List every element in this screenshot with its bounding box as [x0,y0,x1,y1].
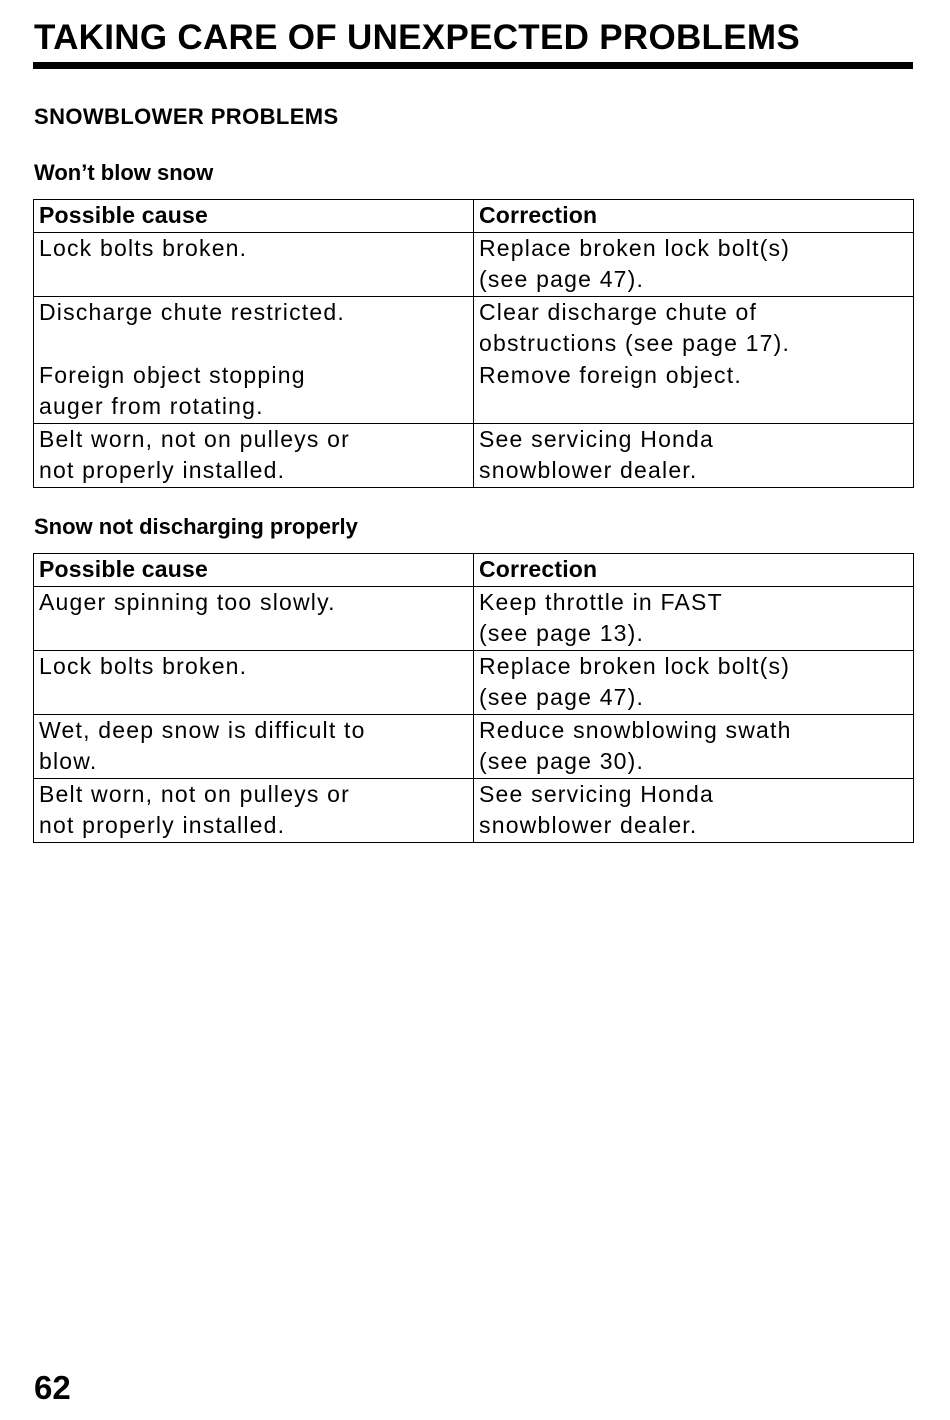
correction-cell [474,778,914,842]
cell-text: obstructions (see page 17). [479,330,791,356]
table-row [34,232,914,296]
column-header-correction: Correction [474,554,914,587]
cell-text: Wet, deep snow is difficult to [39,716,366,743]
cell-text: Reduce snowblowing swath [479,716,792,743]
cell-text: Keep throttle in FAST [479,588,723,615]
column-header-possible-cause: Possible cause [34,200,474,233]
cell-text: Discharge chute restricted. [39,298,345,325]
cause-cell [34,232,474,296]
correction-cell [474,650,914,714]
table-snow-not-discharging [33,553,914,843]
table-wont-blow-snow [33,199,914,488]
cell-text: snowblower dealer. [479,457,698,483]
table-header-row [34,200,914,233]
column-header-possible-cause: Possible cause [34,554,474,587]
cell-text: Remove foreign object. [479,361,742,388]
cell-text: (see page 30). [479,748,645,774]
table-row [34,586,914,650]
cell-text: blow. [39,748,98,774]
table-row [34,778,914,842]
table-row [34,714,914,778]
section-heading: SNOWBLOWER PROBLEMS [34,104,339,129]
cell-text: Replace broken lock bolt(s) [479,652,791,679]
table-row [34,423,914,487]
cell-text: Auger spinning too slowly. [39,588,336,615]
correction-cell [474,586,914,650]
cause-cell [34,650,474,714]
cell-text: not properly installed. [39,812,286,838]
table-row [34,296,914,423]
cell-text: See servicing Honda [479,425,715,452]
cause-cell [34,714,474,778]
cell-text: auger from rotating. [39,393,264,419]
cause-cell [34,778,474,842]
cell-text: snowblower dealer. [479,812,698,838]
correction-cell [474,714,914,778]
cause-cell [34,296,474,423]
cell-text: (see page 13). [479,620,645,646]
column-header-correction: Correction [474,200,914,233]
cell-text: (see page 47). [479,266,645,292]
correction-cell [474,296,914,423]
table-header-row [34,554,914,587]
correction-cell [474,423,914,487]
cause-cell [34,586,474,650]
subheading-wont-blow-snow: Won’t blow snow [34,160,214,185]
cell-text: Clear discharge chute of [479,298,758,325]
cell-text: Belt worn, not on pulleys or [39,425,351,452]
cell-text: Replace broken lock bolt(s) [479,234,791,261]
cell-text: (see page 47). [479,684,645,710]
cell-text: Belt worn, not on pulleys or [39,780,351,807]
correction-cell [474,232,914,296]
cell-text: Foreign object stopping [39,361,306,388]
page-number: 62 [34,1369,71,1406]
cell-spacer [39,328,469,360]
cell-text: Lock bolts broken. [39,652,248,679]
title-rule [33,62,913,69]
table-row [34,650,914,714]
cell-text: Lock bolts broken. [39,234,248,261]
cell-text: not properly installed. [39,457,286,483]
cause-cell [34,423,474,487]
subheading-snow-not-discharging: Snow not discharging properly [34,514,358,539]
page-title: TAKING CARE OF UNEXPECTED PROBLEMS [34,18,800,57]
cell-text: See servicing Honda [479,780,715,807]
